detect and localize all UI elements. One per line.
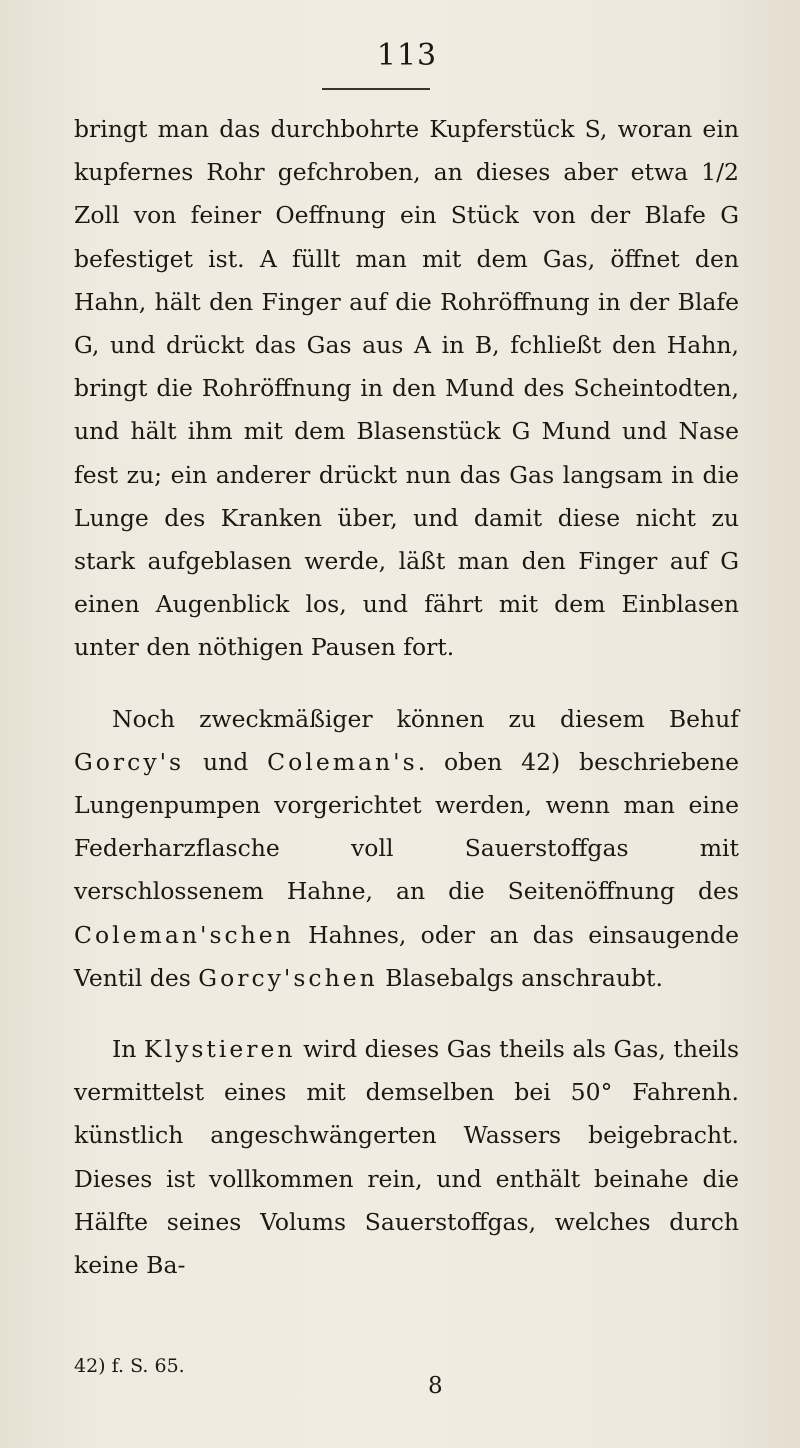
spaced-name: Coleman'schen <box>74 920 294 949</box>
text-run: Hahnes, oder an das einsaugende Ventil des <box>74 920 739 992</box>
text-run: Noch zweckmäßiger können zu diesem Behuf <box>112 704 739 733</box>
paragraph <box>74 698 739 1000</box>
signature-mark: 8 <box>428 1373 443 1399</box>
text-run: und <box>184 747 268 776</box>
spaced-name: Klystieren <box>144 1035 296 1064</box>
footnote: 42) f. S. 65. <box>74 1355 185 1377</box>
header-rule <box>322 88 430 90</box>
text-run: bringt man das durchbohrte Kupferstück S, woran ein kupfernes Rohr gefchroben, an dieses aber etwa 1/2 Zoll von feiner Oeffnung ein Stück von der Blafe G befestiget ist. A füllt man mit dem Gas, öffnet den Hahn, hält den Finger auf die Rohröffnung in der Blafe G, und drückt das Gas aus A in B, fchließt den Hahn, bringt die Rohröffnung in den Mund des Scheintodten, und hält ihm mit dem Blasenstück G Mund und Nase fest zu; ein anderer drückt nun das Gas langsam in die Lunge des Kranken über, und damit diese nicht zu stark aufgeblasen werde, läßt man den Finger auf G einen Augenblick los, und fährt mit dem Einblasen unter den nöthigen Pausen fort. <box>74 115 739 662</box>
paragraph <box>74 108 739 670</box>
text-run: . oben 42) beschriebene Lungenpumpen vorgerichtet werden, wenn man eine Federharzflasche voll Sauerstoffgas mit verschlossenem Hahne, an die Seitenöffnung des <box>74 747 739 906</box>
body-text <box>74 108 739 1287</box>
page-footer <box>74 1355 739 1399</box>
text-run: In <box>112 1035 145 1064</box>
page-number: 113 <box>376 38 438 73</box>
text-run: Blasebalgs anschraubt. <box>377 963 663 992</box>
spaced-name: Gorcy'schen <box>198 963 378 992</box>
paragraph <box>74 1028 739 1287</box>
spaced-name: Coleman's <box>267 747 418 776</box>
spaced-name: Gorcy's <box>74 747 185 776</box>
text-run: wird dieses Gas theils als Gas, theils vermittelst eines mit demselben bei 50° Fahrenh. künstlich angeschwängerten Wassers beigebracht. Dieses ist vollkommen rein, und enthält beinahe die Hälfte seines Volums Sauerstoffgas, welches durch keine Ba- <box>74 1035 739 1280</box>
